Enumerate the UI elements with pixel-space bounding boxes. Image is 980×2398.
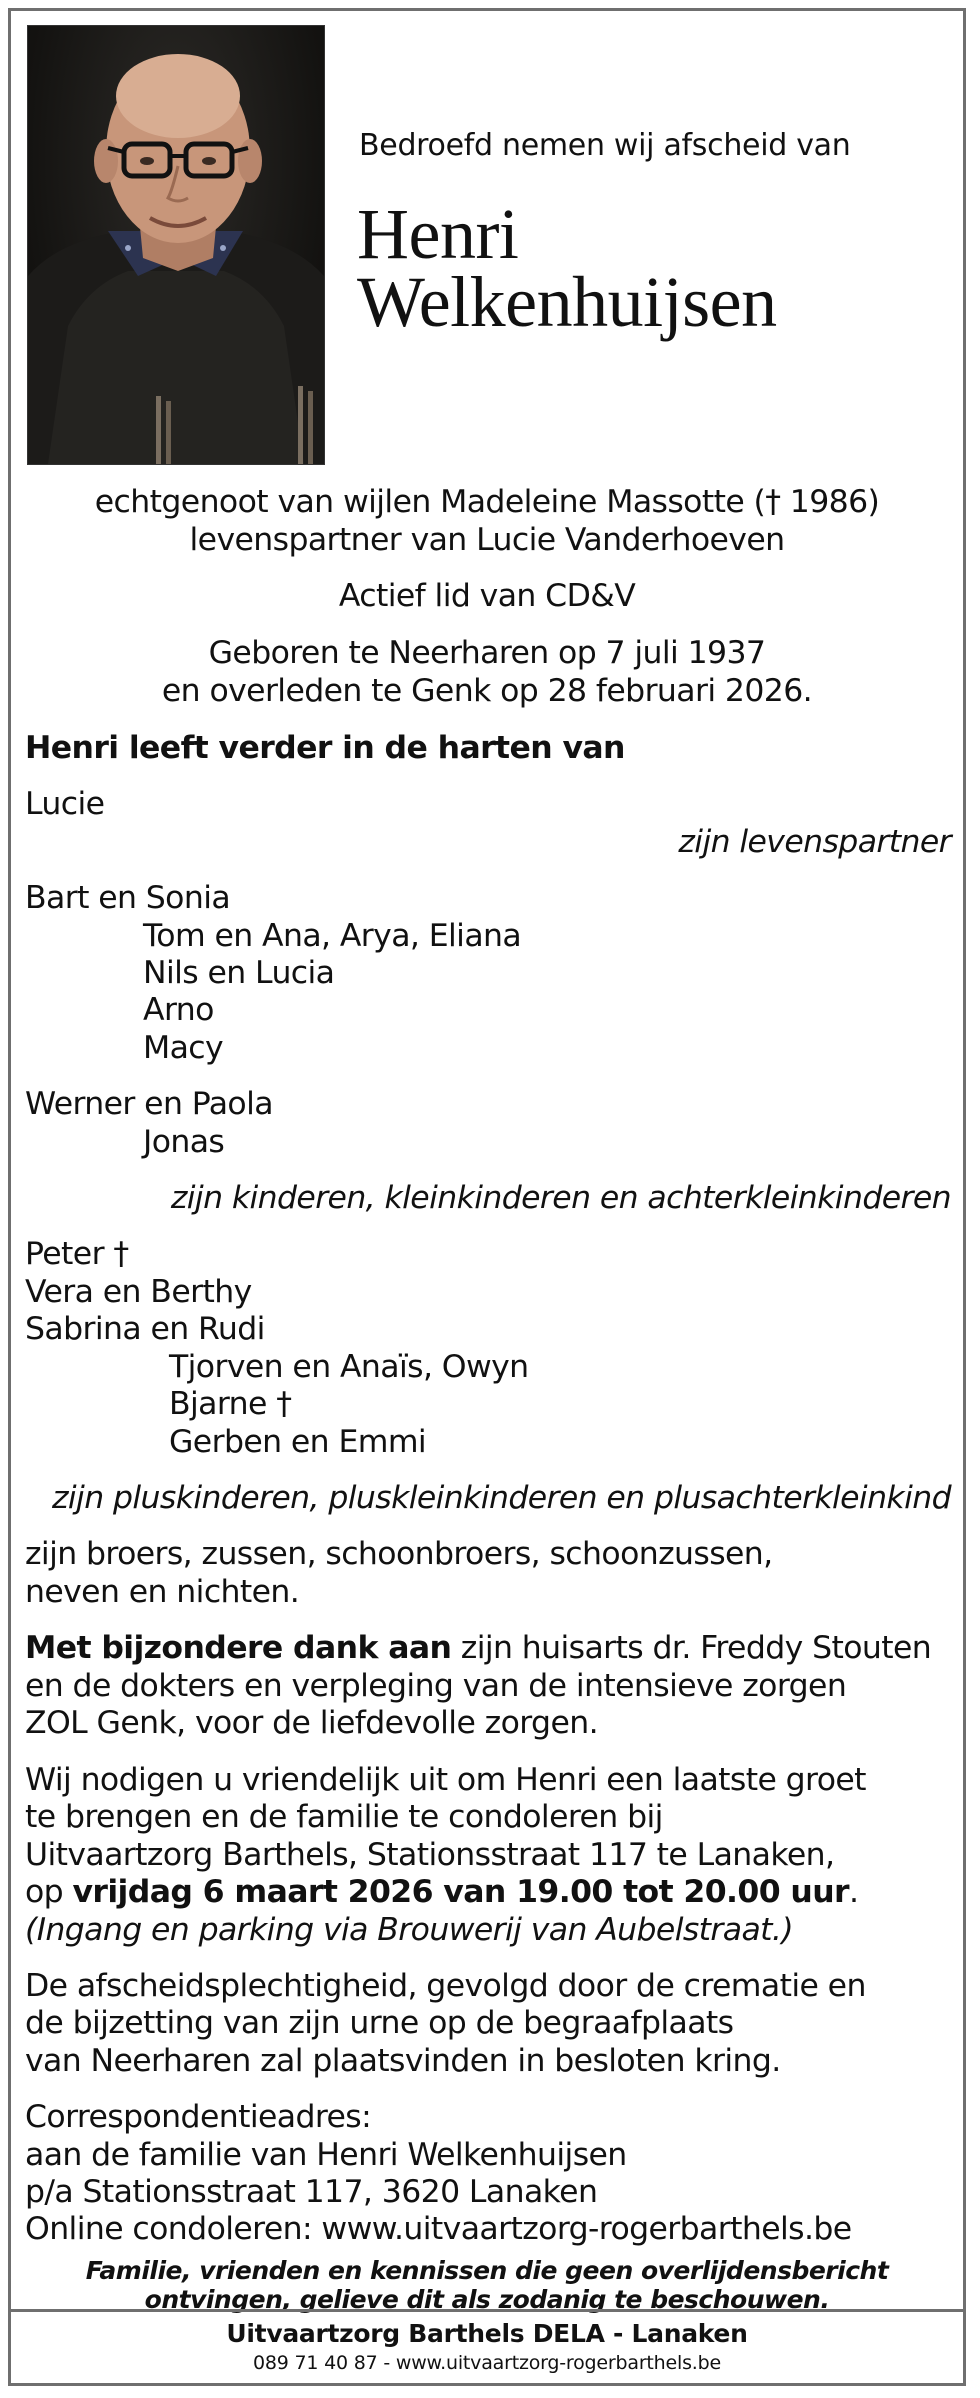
thanks-bold: Met bijzondere dank aan [25, 1630, 452, 1666]
partner-name: Lucie [25, 786, 105, 822]
thanks-line-3: ZOL Genk, voor de liefdevolle zorgen. [25, 1705, 599, 1741]
step-grandchild-item: Tjorven en Anaïs, Owyn [169, 1349, 529, 1385]
invitation-line-3: Uitvaartzorg Barthels, Stationsstraat 117 te Lanaken, [25, 1837, 835, 1873]
stepchild-1: Peter † [25, 1236, 129, 1272]
notice-line-2: ontvingen, gelieve dit als zodanig te beschouwen. [144, 2285, 830, 2314]
first-name: Henri [357, 194, 519, 274]
step-grandchild-item: Bjarne † [169, 1386, 292, 1422]
ceremony-line-1: De afscheidsplechtigheid, gevolgd door de crematie en [25, 1968, 866, 2004]
notice-line-1: Familie, vrienden en kennissen die geen overlijdensbericht [85, 2256, 889, 2285]
partner-line: levenspartner van Lucie Vanderhoeven [189, 522, 785, 558]
portrait-illustration [28, 26, 324, 464]
born-line: Geboren te Neerharen op 7 juli 1937 [208, 635, 766, 671]
partner-role: zijn levenspartner [678, 824, 951, 860]
spouse-line: echtgenoot van wijlen Madeleine Massotte († 1986) [94, 484, 880, 520]
thanks-line-1 [25, 1629, 931, 1667]
footer-company: Uitvaartzorg Barthels DELA - Lanaken [226, 2319, 748, 2348]
portrait-photo [27, 25, 325, 465]
footer-contact: 089 71 40 87 - www.uitvaartzorg-rogerbarthels.be [253, 2352, 721, 2374]
grandchild-item: Tom en Ana, Arya, Eliana [143, 918, 522, 954]
grandchild-item: Arno [143, 992, 214, 1028]
grandchild-item: Macy [143, 1030, 224, 1066]
ceremony-line-3: van Neerharen zal plaatsvinden in besloten kring. [25, 2043, 781, 2079]
correspondence-line-4: Online condoleren: www.uitvaartzorg-rogerbarthels.be [25, 2211, 852, 2247]
siblings-line-2: neven en nichten. [25, 1574, 300, 1610]
invitation-line-4 [25, 1873, 858, 1911]
invitation-line-1: Wij nodigen u vriendelijk uit om Henri een laatste groet [25, 1762, 866, 1798]
footer-divider [11, 2309, 963, 2312]
last-name: Welkenhuijsen [357, 262, 777, 342]
correspondence-line-1: Correspondentieadres: [25, 2099, 372, 2135]
child-1: Bart en Sonia [25, 880, 231, 916]
step-grandchild-item: Gerben en Emmi [169, 1424, 427, 1460]
child-2: Werner en Paola [25, 1086, 273, 1122]
member-line: Actief lid van CD&V [338, 578, 636, 614]
invitation-pre: op [25, 1874, 73, 1910]
died-line: en overleden te Genk op 28 februari 2026. [161, 673, 813, 709]
grandchild-item: Nils en Lucia [143, 955, 335, 991]
invitation-post: . [848, 1874, 859, 1910]
family-heading: Henri leeft verder in de harten van [25, 730, 625, 766]
correspondence-line-2: aan de familie van Henri Welkenhuijsen [25, 2137, 627, 2173]
stepchild-2: Vera en Berthy [25, 1274, 252, 1310]
thanks-line-2: en de dokters en verpleging van de intensieve zorgen [25, 1668, 847, 1704]
stepchild-3: Sabrina en Rudi [25, 1311, 265, 1347]
correspondence-line-3: p/a Stationsstraat 117, 3620 Lanaken [25, 2174, 598, 2210]
siblings-line-1: zijn broers, zussen, schoonbroers, schoonzussen, [25, 1536, 773, 1572]
children-role: zijn kinderen, kleinkinderen en achterkleinkinderen [170, 1180, 951, 1216]
thanks-rest: zijn huisarts dr. Freddy Stouten [451, 1630, 932, 1666]
step-role: zijn pluskinderen, pluskleinkinderen en plusachterkleinkind [51, 1480, 951, 1516]
intro-text: Bedroefd nemen wij afscheid van [359, 128, 851, 163]
invitation-line-5: (Ingang en parking via Brouwerij van Aubelstraat.) [25, 1912, 794, 1948]
ceremony-line-2: de bijzetting van zijn urne op de begraafplaats [25, 2005, 734, 2041]
invitation-line-2: te brengen en de familie te condoleren bij [25, 1799, 663, 1835]
obituary-card [8, 8, 966, 2386]
grandchild-item: Jonas [143, 1124, 225, 1160]
visitation-time: vrijdag 6 maart 2026 van 19.00 tot 20.00 uur [72, 1874, 849, 1910]
